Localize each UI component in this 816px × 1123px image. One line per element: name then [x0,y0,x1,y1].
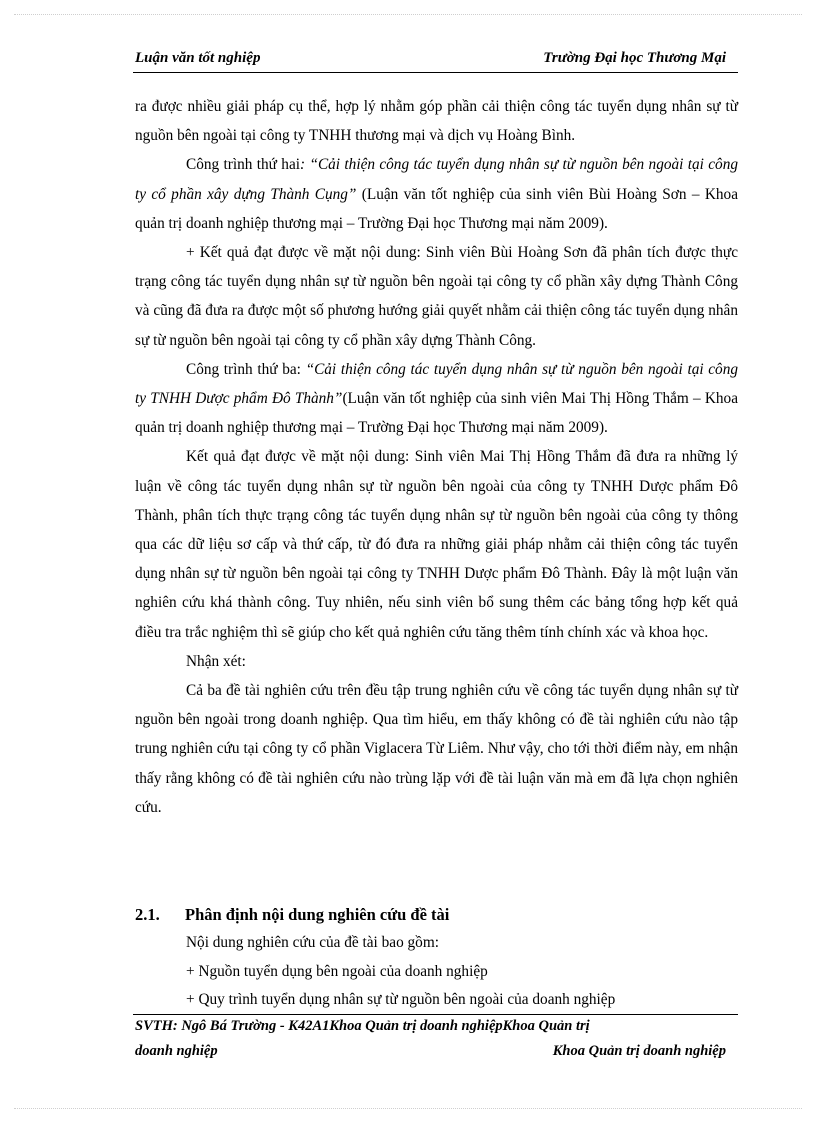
section-number: 2.1. [135,905,160,924]
paragraph-4-lead: Công trình thứ ba: [186,360,306,378]
section-title: Phân định nội dung nghiên cứu đề tài [185,905,450,924]
page-footer [133,1014,738,1059]
paragraph-2 [135,150,738,238]
list-item: + Nguồn tuyển dụng bên ngoài của doanh nghiệp [186,962,488,980]
page-border-top [14,14,802,15]
list-item: + Quy trình tuyển dụng nhân sự từ nguồn bên ngoài của doanh nghiệp [186,991,616,1009]
paragraph-4-title: “Cải thiện công tác tuyển dụng nhân sự từ nguồn bên ngoài tại công ty TNHH Dược phẩm Đô Thành” [135,360,739,408]
header-thesis-label: Luận văn tốt nghiệp [135,50,261,66]
paragraph-2-rest: (Luận văn tốt nghiệp của sinh viên Bùi Hoàng Sơn – Khoa quản trị doanh nghiệp thương mại – Trường Đại học Thương mại năm 2009). [135,185,738,232]
list-intro: Nội dung nghiên cứu của đề tài bao gồm: [186,934,439,951]
paragraph-6: Nhận xét: [186,652,246,670]
paragraph-4 [135,355,738,443]
header-university-label: Trường Đại học Thương Mại [543,50,726,66]
content-list [186,929,738,1015]
page-header [133,46,738,73]
footer-department-continuation: doanh nghiệp [135,1043,218,1059]
paragraph-4-rest: (Luận văn tốt nghiệp của sinh viên Mai Thị Hồng Thắm – Khoa quản trị doanh nghiệp thương mại – Trường Đại học Thương mại năm 2009). [135,390,738,437]
paragraph-3: + Kết quả đạt được về mặt nội dung: Sinh viên Bùi Hoàng Sơn đã phân tích được thực trạng công tác tuyển dụng nhân sự từ nguồn bên ngoài tại công ty cổ phần xây dựng Thành Công và cũng đã đưa ra được một số phương hướng giải quyết nhằm cải thiện công tác tuyển dụng nhân sự từ nguồn bên ngoài tại công ty cổ phần xây dựng Thành Công. [135,244,738,349]
footer-author-line: SVTH: Ngô Bá Trường - K42A1Khoa Quản trị doanh nghiệpKhoa Quản trị [135,1018,590,1034]
section-heading [135,902,738,928]
paragraph-1: ra được nhiều giải pháp cụ thể, hợp lý nhằm góp phần cải thiện công tác tuyển dụng nhân sự từ nguồn bên ngoài tại công ty TNHH thương mại và dịch vụ Hoàng Bình. [135,98,738,145]
paragraph-2-lead: Công trình thứ hai [186,156,300,174]
footer-department: Khoa Quản trị doanh nghiệp [552,1043,726,1059]
paragraph-5: Kết quả đạt được về mặt nội dung: Sinh viên Mai Thị Hồng Thắm đã đưa ra những lý luận về công tác tuyển dụng nhân sự từ nguồn bên ngoài của công ty TNHH Dược phẩm Đô Thành, phân tích thực trạng công tác tuyển dụng nhân sự từ nguồn bên ngoài của công ty thông qua các dữ liệu sơ cấp và thứ cấp, từ đó đưa ra những giải pháp nhằm cải thiện công tác tuyển dụng nhân sự từ nguồn bên ngoài tại công ty TNHH Dược phẩm Đô Thành. Đây là một luận văn nghiên cứu khá thành công. Tuy nhiên, nếu sinh viên bổ sung thêm các bảng tổng hợp kết quả điều tra trắc nghiệm thì sẽ giúp cho kết quả nghiên cứu tăng thêm tính chính xác và khoa học. [135,448,738,641]
paragraph-7: Cả ba đề tài nghiên cứu trên đều tập trung nghiên cứu về công tác tuyển dụng nhân sự từ nguồn bên ngoài trong doanh nghiệp. Qua tìm hiểu, em thấy không có đề tài nghiên cứu nào tập trung nghiên cứu tại công ty cổ phần Viglacera Từ Liêm. Như vậy, cho tới thời điểm này, em nhận thấy rằng không có đề tài nghiên cứu nào trùng lặp với đề tài luận văn mà em đã lựa chọn nghiên cứu. [135,682,738,816]
body-text [135,92,738,822]
paragraph-2-title: : “Cải thiện công tác tuyển dụng nhân sự từ nguồn bên ngoài tại công ty cổ phần xây dựng Thành Cụng” [135,156,738,203]
page-border-bottom [14,1108,802,1109]
